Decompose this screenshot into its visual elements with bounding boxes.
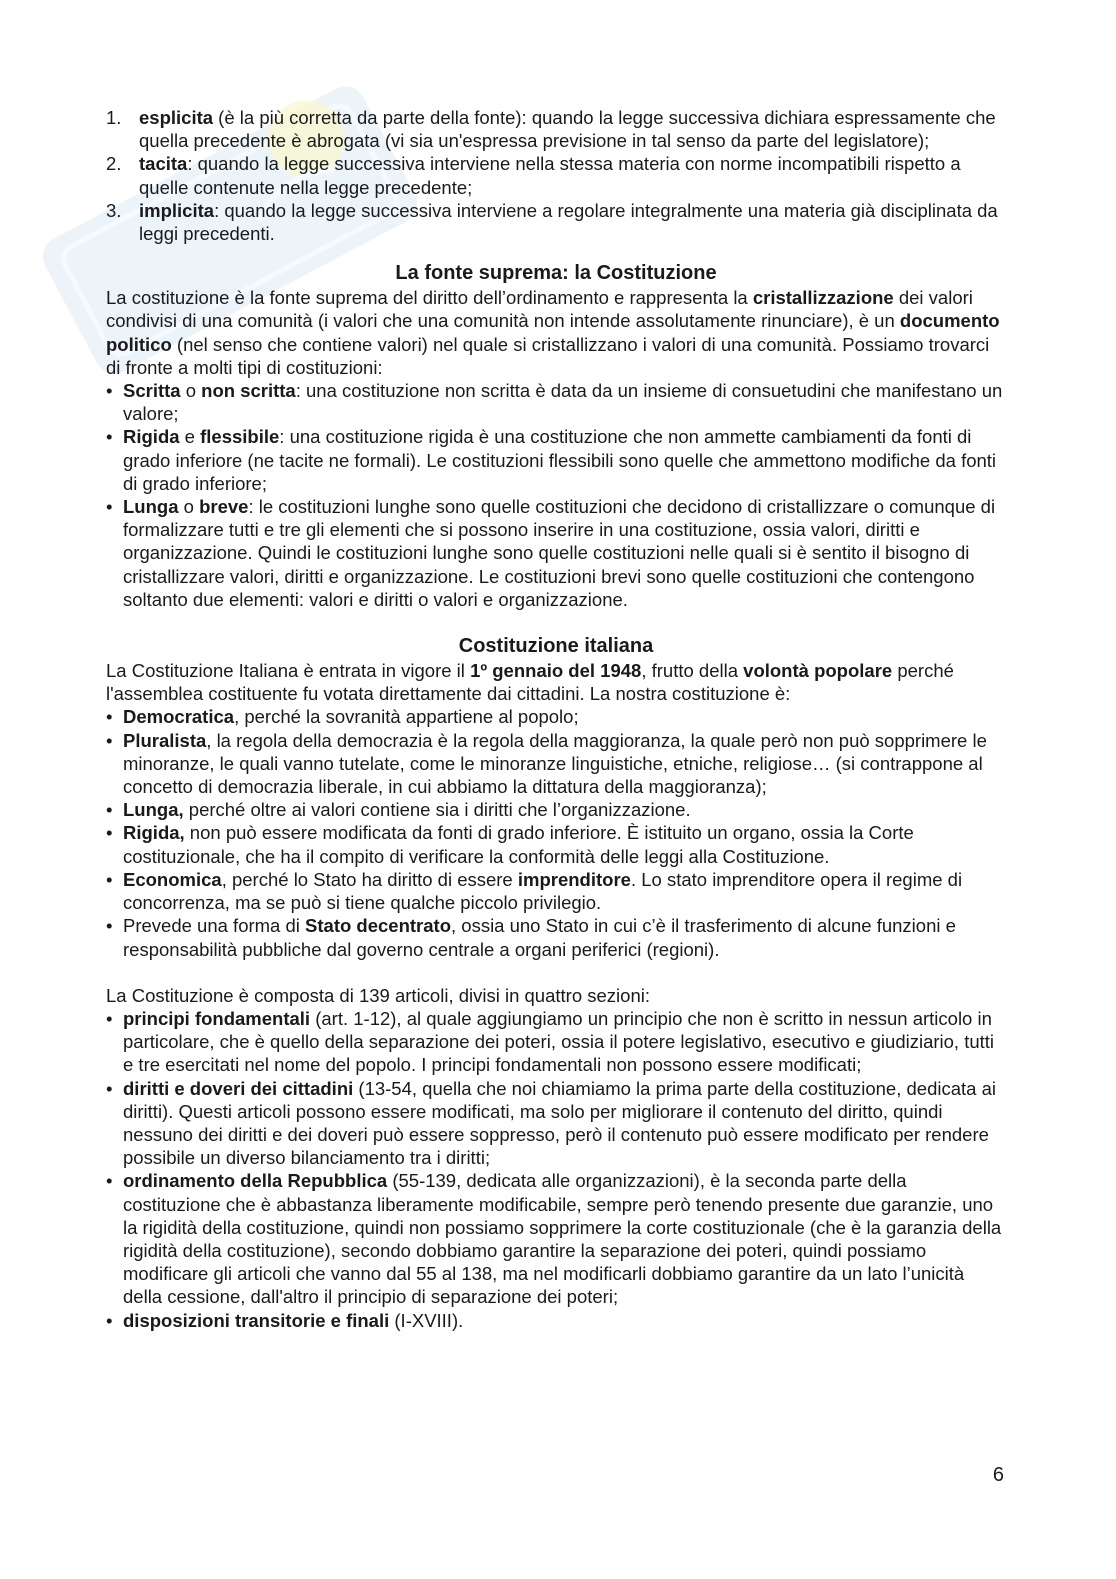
list-item: • ordinamento della Repubblica (55-139, dedicata alle organizzazioni), è la seconda parte della costituzione che è abbastanza liberamente modificabile, sempre però tenendo presente due garanzie, uno la rigidità della costituzione, quindi non possiamo sopprimere la corte costituzionale (che è la garanzia della rigidità della costituzione), secondo dobbiamo garantire la separazione dei poteri, quindi possiamo modificare gli articoli che vanno dal 55 al 138, ma nel modificarli dobbiamo garantire da un lato l’unicità della cessione, dall'altro il principio di separazione dei poteri; <box>106 1169 1006 1308</box>
page-number: 6 <box>992 1464 1004 1486</box>
features-list <box>106 705 1006 960</box>
term: implicita <box>139 199 215 221</box>
spacer <box>106 961 1006 984</box>
list-item: • Rigida, non può essere modificata da fonti di grado inferiore. È istituito un organo, ossia la Corte costituzionale, che ha il compito di verificare la conformità delle leggi alla Costituzione. <box>106 821 1006 867</box>
sections-list <box>106 1007 1006 1332</box>
list-number: 1. <box>106 107 122 128</box>
list-item: • Lunga o breve: le costituzioni lunghe sono quelle costituzioni che decidono di cristallizzare o comunque di formalizzare tutti e tre gli elementi che si possono inserire in una costituzione, ossia valori, diritti e organizzazione. Quindi le costituzioni lunghe sono quelle costituzioni nelle quali si è sentito il bisogno di cristallizzare valori, diritti e organizzazione. Le costituzioni brevi sono quelle costituzioni che contengono soltanto due elementi: valori e diritti o valori e organizzazione. <box>106 495 1006 611</box>
constitution-types-list <box>106 379 1006 611</box>
term: esplicita <box>139 107 214 128</box>
paragraph: La Costituzione Italiana è entrata in vigore il 1º gennaio del 1948, frutto della volontà popolare perché l'assemblea costituente fu votata direttamente dai cittadini. La nostra costituzione è: <box>106 660 954 705</box>
list-item <box>106 199 1006 245</box>
list-item: • principi fondamentali (art. 1-12), al quale aggiungiamo un principio che non è scritto in nessun articolo in particolare, che è quello della separazione dei poteri, ossia il potere legislativo, esecutivo e giudiziario, tutti e tre esercitati nel nome del popolo. I principi fondamentali non possono essere modificati; <box>106 1007 1006 1077</box>
list-item: • Lunga, perché oltre ai valori contiene sia i diritti che l’organizzazione. <box>106 798 1006 821</box>
list-text: : quando la legge successiva interviene a regolare integralmente una materia già disciplinata da leggi precedenti. <box>139 199 998 245</box>
term: tacita <box>139 153 188 175</box>
list-item: • Economica, perché lo Stato ha diritto di essere imprenditore. Lo stato imprenditore opera il regime di concorrenza, ma se può si tiene qualche piccolo privilegio. <box>106 868 1006 914</box>
list-item: • Pluralista, la regola della democrazia è la regola della maggioranza, la quale però non può sopprimere le minoranze, le quali vanno tutelate, come le minoranze linguistiche, etniche, religiose… (si contrappone al concetto di democrazia liberale, in cui abbiamo la dittatura della maggioranza); <box>106 729 1006 799</box>
list-item: • disposizioni transitorie e finali (I-XVIII). <box>106 1309 1006 1332</box>
abrogation-list <box>106 106 1006 245</box>
section-heading: Costituzione italiana <box>458 635 654 658</box>
list-text: (è la più corretta da parte della fonte): quando la legge successiva dichiara espressamente che quella precedente è abrogata (vi sia un'espressa previsione in tal senso da parte del legislatore); <box>139 107 996 152</box>
list-item: • Prevede una forma di Stato decentrato, ossia uno Stato in cui c’è il trasferimento di alcune funzioni e responsabilità pubbliche dal governo centrale a organi periferici (regioni). <box>106 914 1006 960</box>
list-text: : quando la legge successiva interviene nella stessa materia con norme incompatibili rispetto a quelle contenute nella legge precedente; <box>139 153 961 198</box>
list-item: • Rigida e flessibile: una costituzione rigida è una costituzione che non ammette cambiamenti da fonti di grado inferiore (ne tacite ne formali). Le costituzioni flessibili sono quelle che ammettono modifiche da fonti di grado inferiore; <box>106 425 1006 495</box>
list-item <box>106 106 1006 152</box>
list-number: 3. <box>106 199 122 221</box>
list-item: • Democratica, perché la sovranità appartiene al popolo; <box>106 705 1006 728</box>
section-heading: La fonte suprema: la Costituzione <box>395 262 717 285</box>
list-item <box>106 152 1006 198</box>
paragraph: La costituzione è la fonte suprema del diritto dell’ordinamento e rappresenta la cristallizzazione dei valori condivisi di una comunità (i valori che una comunità non intende assolutamente rinunciare), è un documento politico (nel senso che contiene valori) nel quale si cristallizzano i valori di una comunità. Possiamo trovarci di fronte a molti tipi di costituzioni: <box>106 287 1000 378</box>
list-number: 2. <box>106 153 122 175</box>
list-item: • diritti e doveri dei cittadini (13-54, quella che noi chiamiamo la prima parte della costituzione, dedicata ai diritti). Questi articoli possono essere modificati, ma solo per migliorare il contenuto del diritto, quindi nessuno dei diritti e dei doveri può essere soppresso, però il contenuto può essere modificato per rendere possibile un diverso bilanciamento tra i diritti; <box>106 1077 1006 1170</box>
paragraph: La Costituzione è composta di 139 articoli, divisi in quattro sezioni: <box>106 984 650 1006</box>
document-page <box>106 106 1006 1332</box>
list-item: • Scritta o non scritta: una costituzione non scritta è data da un insieme di consuetudini che manifestano un valore; <box>106 379 1006 425</box>
